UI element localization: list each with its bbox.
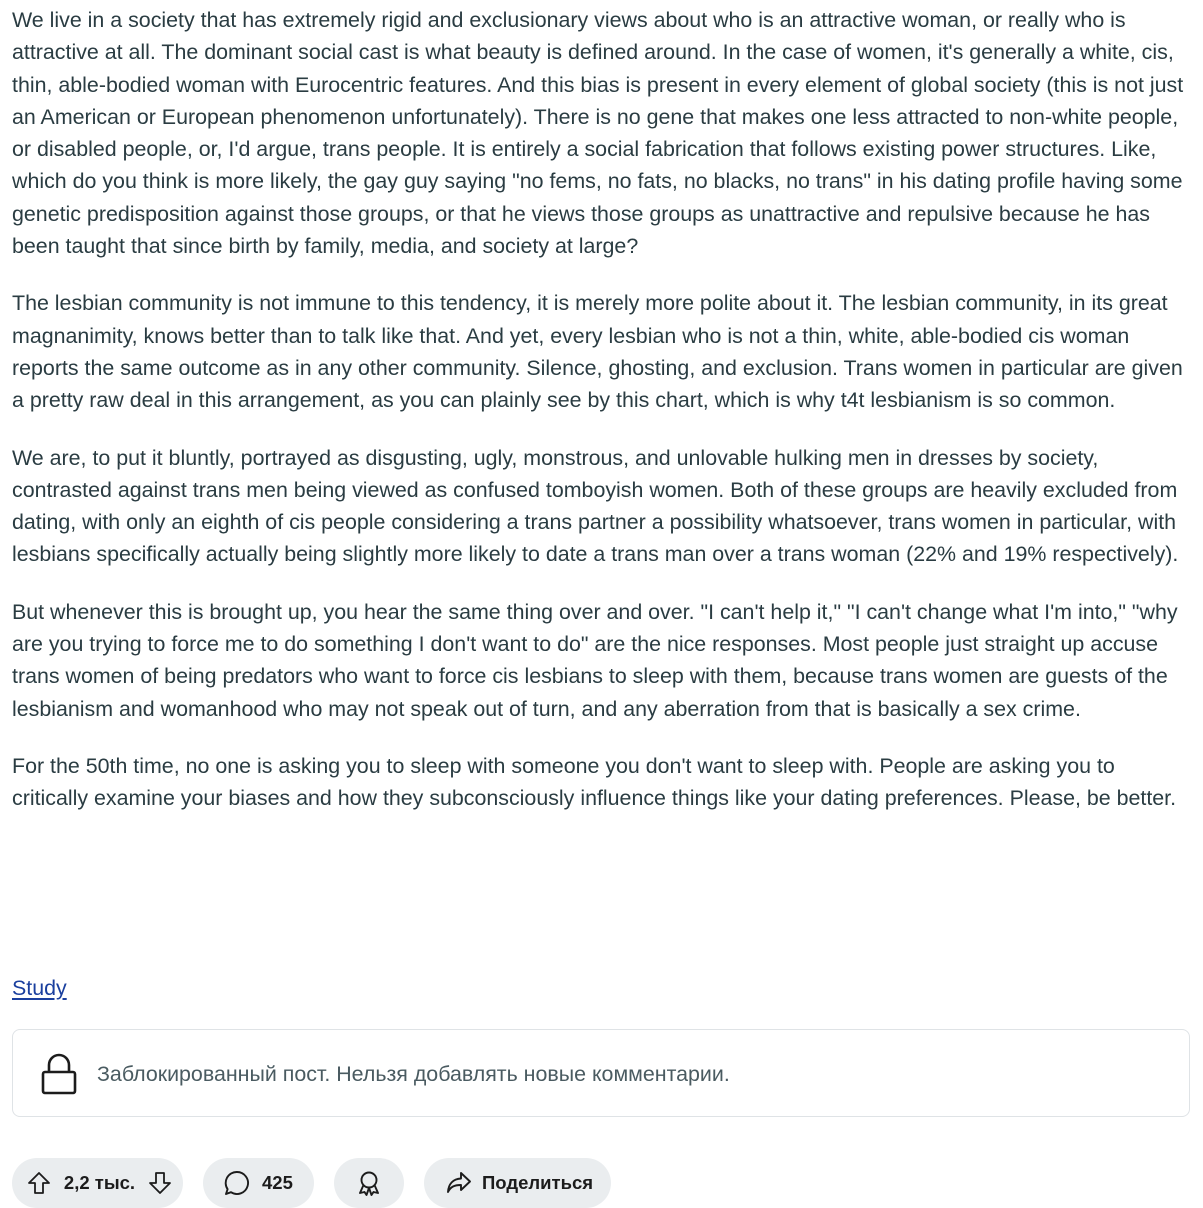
post-paragraph: We live in a society that has extremely rigid and exclusionary views about who is an attractive woman, or really who is attractive at all. The dominant social cast is what beauty is defined around. In the case of women, it's generally a white, cis, thin, able-bodied woman with Eurocentric features. And this bias is present in every element of global society (this is not just an American or European phenomenon unfortunately). There is no gene that makes one less attracted to non-white people, or disabled people, or, I'd argue, trans people. It is entirely a social fabrication that follows existing power structures. Like, which do you think is more likely, the gay guy saying "no fems, no fats, no blacks, no trans" in his dating profile having some genetic predisposition against those groups, or that he views those groups as unattractive and repulsive because he has been taught that since birth by family, media, and society at large? <box>12 8 1184 259</box>
post-body <box>12 4 1196 840</box>
locked-post-banner <box>12 1029 1190 1117</box>
study-link[interactable]: Study <box>12 976 67 1000</box>
post-paragraph: For the 50th time, no one is asking you to sleep with someone you don't want to sleep with. People are asking you to critically examine your biases and how they subconsciously influence things like your dating preferences. Please, be better. <box>12 753 1177 811</box>
locked-post-text: Заблокированный пост. Нельзя добавлять новые комментарии. <box>97 1062 730 1086</box>
upvote-icon[interactable] <box>26 1170 52 1196</box>
lock-icon <box>40 1053 78 1095</box>
vote-score: 2,2 тыс. <box>63 1172 136 1193</box>
post-paragraph: The lesbian community is not immune to this tendency, it is merely more polite about it. The lesbian community, in its great magnanimity, knows better than to talk like that. And yet, every lesbian who is not a thin, white, able-bodied cis woman reports the same outcome as in any other community. Silence, ghosting, and exclusion. Trans women in particular are given a pretty raw deal in this arrangement, as you can plainly see by this chart, which is why t4t lesbianism is so common. <box>12 291 1183 413</box>
comment-count: 425 <box>262 1172 293 1193</box>
comment-icon <box>224 1170 250 1196</box>
comments-button[interactable] <box>203 1158 314 1208</box>
share-button[interactable] <box>424 1158 611 1208</box>
downvote-icon[interactable] <box>147 1170 173 1196</box>
share-icon <box>446 1171 472 1195</box>
post-paragraph: But whenever this is brought up, you hear the same thing over and over. "I can't help it," "I can't change what I'm into," "why are you trying to force me to do something I don't want to do" are the nice responses. Most people just straight up accuse trans women of being predators who want to force cis lesbians to sleep with them, because trans women are guests of the lesbianism and womanhood who may not speak out of turn, and any aberration from that is basically a sex crime. <box>12 599 1178 721</box>
post-action-bar <box>12 1158 611 1208</box>
vote-control <box>12 1158 183 1208</box>
post-paragraph: We are, to put it bluntly, portrayed as disgusting, ugly, monstrous, and unlovable hulking men in dresses by society, contrasted against trans men being viewed as confused tomboyish women. Both of these groups are heavily excluded from dating, with only an eighth of cis people considering a trans partner a possibility whatsoever, trans women in particular, with lesbians specifically actually being slightly more likely to date a trans man over a trans woman (22% and 19% respectively). <box>12 445 1179 567</box>
award-icon <box>356 1170 382 1196</box>
award-button[interactable] <box>334 1158 404 1208</box>
share-label: Поделиться <box>482 1172 594 1193</box>
